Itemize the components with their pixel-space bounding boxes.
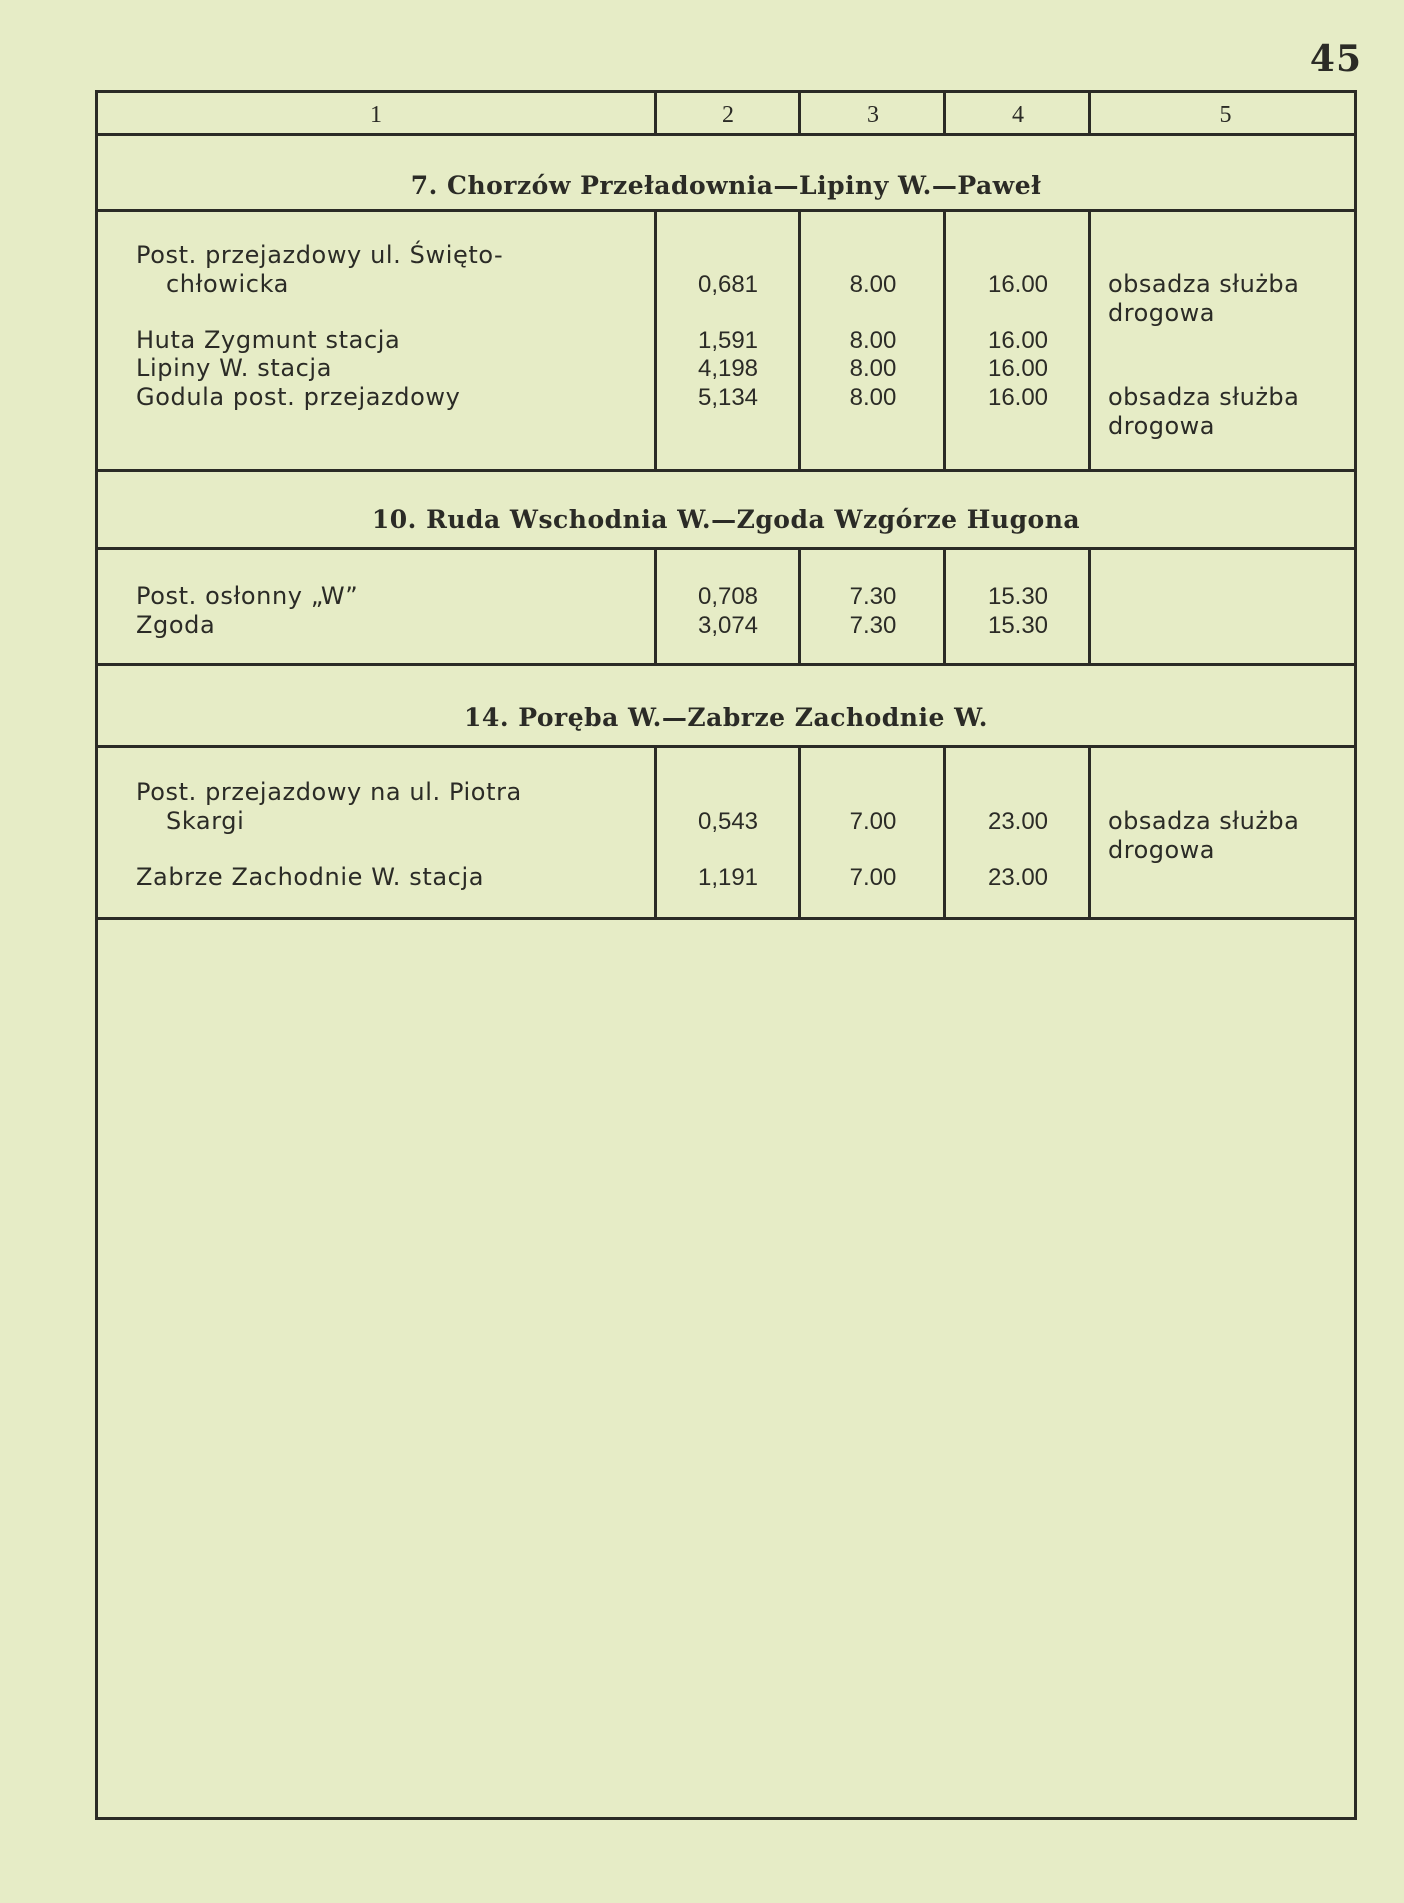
header-divider (654, 93, 657, 133)
note-line1: obsadza służba (1108, 270, 1300, 298)
location-name: Post. osłonny „W” (136, 582, 359, 610)
section-rule (98, 663, 1354, 666)
location-name: Lipiny W. stacja (136, 354, 333, 382)
section-rule (98, 917, 1354, 920)
start-time: 7.00 (849, 808, 897, 835)
start-time: 8.00 (849, 384, 897, 411)
section-title: 14. Poręba W.—Zabrze Zachodnie W. (464, 703, 988, 732)
km-value: 0,681 (697, 271, 759, 298)
header-divider (1088, 93, 1091, 133)
location-name: Godula post. przejazdowy (136, 383, 461, 411)
location-name-line1: Post. przejazdowy na ul. Piotra (136, 778, 522, 806)
note (1108, 807, 1358, 865)
header-divider (798, 93, 801, 133)
location-name (136, 241, 656, 299)
column-divider (943, 209, 946, 469)
end-time: 16.00 (987, 355, 1049, 382)
end-time: 15.30 (987, 583, 1049, 610)
column-header-5: 5 (1219, 102, 1232, 128)
location-name: Huta Zygmunt stacja (136, 326, 401, 354)
note-line2: drogowa (1108, 412, 1216, 440)
note-line2: drogowa (1108, 836, 1216, 864)
end-time: 16.00 (987, 327, 1049, 354)
start-time: 8.00 (849, 355, 897, 382)
km-value: 3,074 (697, 612, 759, 639)
column-divider (943, 547, 946, 663)
location-name (136, 778, 656, 836)
column-divider (798, 209, 801, 469)
end-time: 23.00 (987, 864, 1049, 891)
location-name-line2: chłowicka (166, 270, 289, 298)
page-number: 45 (1309, 38, 1362, 80)
location-name: Zabrze Zachodnie W. stacja (136, 863, 485, 891)
end-time: 16.00 (987, 271, 1049, 298)
km-value: 0,543 (697, 808, 759, 835)
section-title: 7. Chorzów Przeładownia—Lipiny W.—Paweł (410, 171, 1042, 200)
note-line1: obsadza służba (1108, 383, 1300, 411)
section-rule (98, 209, 1354, 212)
start-time: 7.30 (849, 612, 897, 639)
section-rule (98, 469, 1354, 472)
location-name-line1: Post. przejazdowy ul. Święto- (136, 241, 504, 269)
column-header-1: 1 (370, 102, 382, 128)
note (1108, 270, 1358, 328)
start-time: 8.00 (849, 271, 897, 298)
column-header-row (98, 93, 1354, 136)
column-divider (798, 745, 801, 917)
column-header-4: 4 (1012, 102, 1024, 128)
column-divider (1088, 547, 1091, 663)
km-value: 5,134 (697, 384, 759, 411)
column-header-3: 3 (867, 102, 879, 128)
column-header-2: 2 (722, 102, 734, 128)
start-time: 8.00 (849, 327, 897, 354)
note-line1: obsadza służba (1108, 807, 1300, 835)
km-value: 1,191 (697, 864, 759, 891)
location-name-line2: Skargi (166, 807, 245, 835)
column-divider (798, 547, 801, 663)
end-time: 15.30 (987, 612, 1049, 639)
section-title: 10. Ruda Wschodnia W.—Zgoda Wzgórze Hugona (371, 505, 1081, 534)
start-time: 7.00 (849, 864, 897, 891)
km-value: 0,708 (697, 583, 759, 610)
column-divider (1088, 209, 1091, 469)
start-time: 7.30 (849, 583, 897, 610)
note (1108, 383, 1358, 441)
km-value: 4,198 (697, 355, 759, 382)
section-rule (98, 547, 1354, 550)
note-line2: drogowa (1108, 299, 1216, 327)
column-divider (943, 745, 946, 917)
km-value: 1,591 (697, 327, 759, 354)
end-time: 23.00 (987, 808, 1049, 835)
header-divider (943, 93, 946, 133)
location-name: Zgoda (136, 611, 216, 639)
column-divider (1088, 745, 1091, 917)
section-rule (98, 745, 1354, 748)
timetable-frame (95, 90, 1357, 1820)
end-time: 16.00 (987, 384, 1049, 411)
